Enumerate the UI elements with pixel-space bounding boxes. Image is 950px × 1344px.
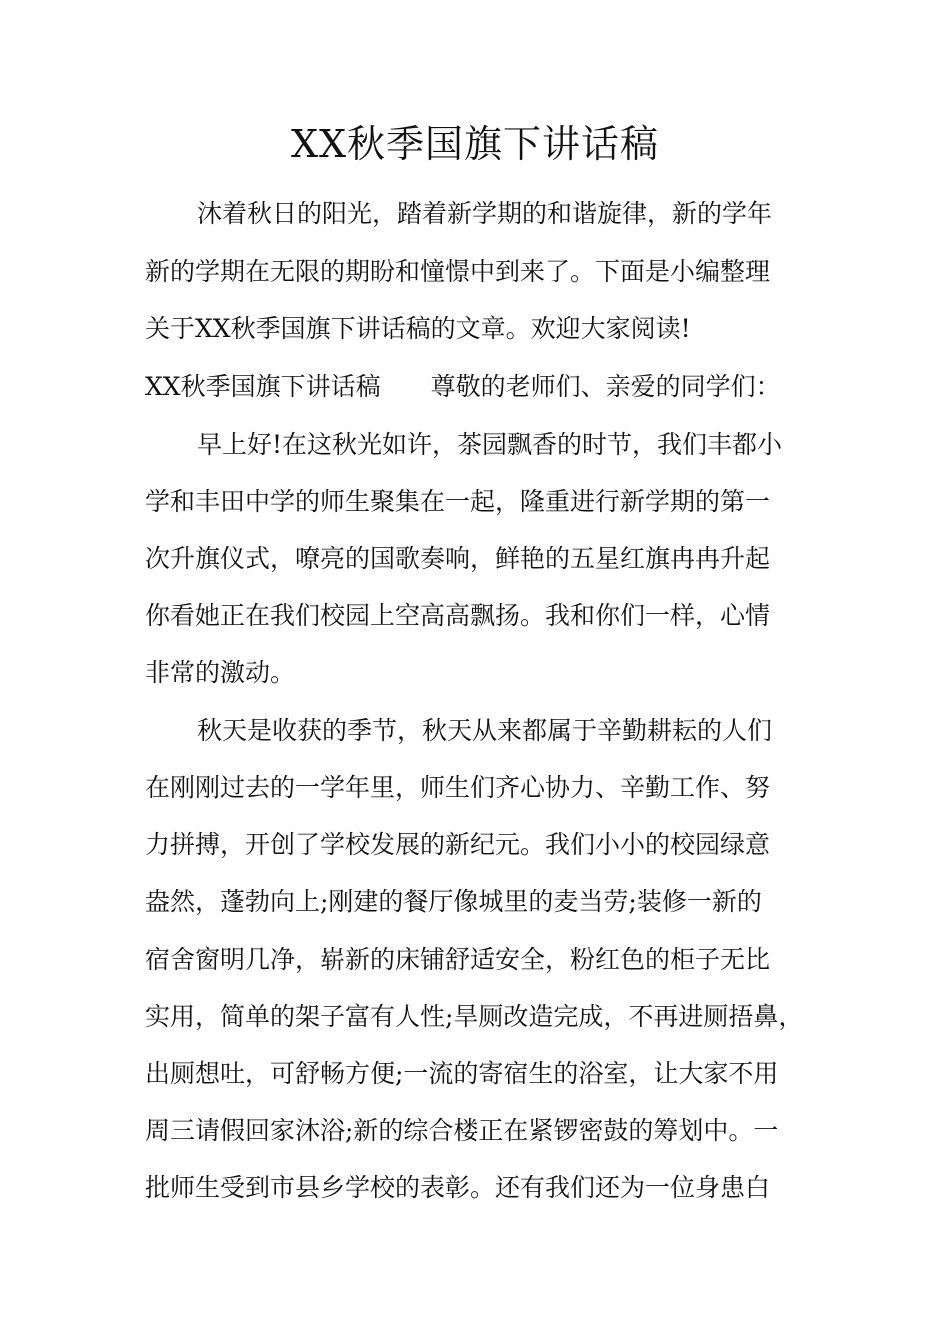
para2-line-7: 出厕想吐，可舒畅方便;一流的寄宿生的浴室，让大家不用 [145,1059,779,1088]
para1-line-3: 次升旗仪式，嘹亮的国歌奏响，鲜艳的五星红旗冉冉升起 [145,544,771,573]
para1-line-2: 学和丰田中学的师生聚集在一起，隆重进行新学期的第一 [145,487,771,516]
para2-line-4: 盎然，蓬勃向上;刚建的餐厅像城里的麦当劳;装修一新的 [145,887,762,916]
salutation: 尊敬的老师们、亲爱的同学们： [430,372,781,401]
para1-line-5: 非常的激动。 [145,658,296,687]
para2-line-2: 在刚刚过去的一学年里，师生们齐心协力、辛勤工作、努 [145,773,771,802]
intro-line-2: 新的学期在无限的期盼和憧憬中到来了。下面是小编整理 [145,257,771,286]
speech-title: XX秋季国旗下讲话稿 [145,372,381,401]
para2-line-5: 宿舍窗明几净，崭新的床铺舒适安全，粉红色的柜子无比 [145,945,771,974]
intro-line-3: 关于XX秋季国旗下讲话稿的文章。欢迎大家阅读! [145,314,691,343]
para2-line-8: 周三请假回家沐浴;新的综合楼正在紧锣密鼓的筹划中。一 [145,1116,779,1145]
para2-line-9: 批师生受到市县乡学校的表彰。还有我们还为一位身患白 [145,1173,771,1202]
page-title: XX秋季国旗下讲话稿 [290,122,660,166]
para1-line-4: 你看她正在我们校园上空高高飘扬。我和你们一样，心情 [145,601,771,630]
intro-line-1: 沐着秋日的阳光，踏着新学期的和谐旋律，新的学年 [197,199,773,228]
para2-line-1: 秋天是收获的季节，秋天从来都属于辛勤耕耘的人们 [197,716,773,745]
para2-line-3: 力拼搏，开创了学校发展的新纪元。我们小小的校园绿意 [145,830,771,859]
para1-line-1: 早上好!在这秋光如许，茶园飘香的时节，我们丰都小 [197,430,783,459]
speech-heading-line [145,370,825,404]
para2-line-6: 实用，简单的架子富有人性;旱厕改造完成，不再进厕捂鼻， [145,1002,804,1031]
